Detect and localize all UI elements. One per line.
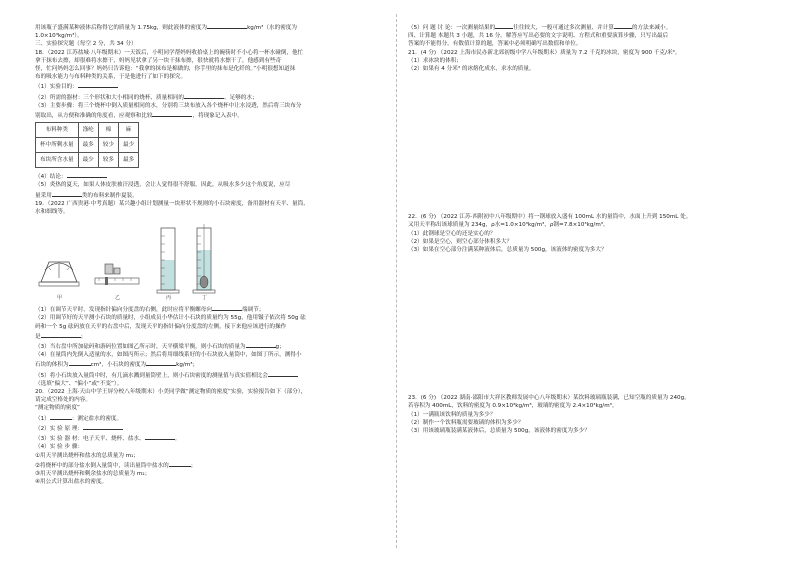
- question-22-line: （2）如果是空心，则空心部分体积多大？: [408, 238, 513, 245]
- question-19-line: [35, 370, 388, 380]
- question-20-line: [35, 423, 388, 433]
- text: （1）实验目的：: [35, 84, 78, 91]
- text: ，将现象记入表中。: [192, 113, 243, 120]
- question-19-line: 码和一个 5g 砝码放在天平的右盘中后，发现天平的指针偏向分度盘的左侧，接下来他应该进行的操作: [35, 323, 287, 330]
- answer-blank[interactable]: [212, 304, 242, 311]
- answer-blank[interactable]: [207, 22, 247, 29]
- figure-drawings: [35, 220, 235, 302]
- question-19-line: （2）用调节好的天平测小石块的质量时，小组成员小华估计小石块的质量约为 55g，他用镊子依次将 50g 砝: [35, 315, 306, 322]
- question-18-line: [35, 81, 388, 91]
- answer-blank[interactable]: [69, 359, 91, 366]
- text: 。: [174, 436, 181, 443]
- table-cell: 布块所含水量: [36, 153, 79, 168]
- text: 量采用: [35, 192, 52, 199]
- text: （5）将小石块放入量筒中时，有几滴水溅到量筒壁上，则小石块密度的测量值与真实值相比会: [35, 372, 268, 379]
- question-18-line: [35, 92, 388, 102]
- question-19-line: [35, 359, 388, 369]
- question-21-line: 21．(4 分) （2022 上海市民办新北郊初级中学八年级期末）质量为 7.2 千克的冰块，密度为 900 千克/米³。: [408, 49, 681, 56]
- question-20-line: （4）实 验 步 骤：: [35, 444, 84, 451]
- question-23-line: （3）用该玻璃瓶装满某液体后，总质量为 500g，该液体的密度为多少？: [408, 428, 590, 435]
- cloth-table: [35, 122, 139, 168]
- text-line: [35, 22, 388, 32]
- answer-blank[interactable]: [246, 341, 276, 348]
- text: 石块的体积为: [35, 362, 69, 369]
- section-heading: 四、计算题 本题共 3 小题，共 16 分。解答应写出必要的文字说明、方程式和重要演算步骤，只写出最后: [408, 33, 669, 40]
- answer-blank[interactable]: [145, 433, 175, 440]
- answer-blank[interactable]: [169, 460, 191, 467]
- question-20-line: [408, 22, 760, 32]
- table-row: [36, 138, 139, 153]
- question-20-line: [35, 433, 388, 443]
- right-column: [408, 22, 760, 435]
- text: kg/m³；: [176, 362, 199, 369]
- table-header-cell: 布料种类: [36, 123, 79, 138]
- table-cell: 最多: [118, 153, 138, 168]
- text: 类的布料来制作夏装。: [81, 192, 138, 199]
- question-23-line: 23．(6 分) （2022 湖南·邵阳市大祥区教师发展中心八年级期末）某饮料玻璃瓶装满，已知空瓶的质量为 240g，: [408, 395, 690, 402]
- question-22-line: 22．(6 分) （2022 江苏·西附初中八年级期中）将一钢球放入盛有 100mL 水的量筒中，水面上升到 150mL 处。: [408, 214, 692, 221]
- cylinder-water-figure: [157, 228, 179, 293]
- text: ；: [190, 462, 197, 469]
- answer-blank[interactable]: [52, 190, 82, 197]
- question-18-line: （5）炎热的夏天，如果人体皮肤被汗浸透，会让人觉得很不舒服，因此，从吸水多少这个角度说，应尽: [35, 182, 291, 189]
- table-header-row: [36, 123, 139, 138]
- table-header-cell: 涤纶: [78, 123, 98, 138]
- question-18-line: 18．（2022 江苏盐城·八年级期末）一天饭后，小明同学帮妈妈收拾桌上的碗筷时不小心将一杯水碰倒，他忙: [35, 49, 304, 56]
- text: ；: [80, 333, 87, 340]
- question-19-line: [35, 331, 388, 341]
- question-18-line: 怪，忙问妈妈怎么回事？妈妈只告诉他：“我拿的抹布是棉做的，你手里的抹布是化纤的。”小明很想知道抹: [35, 66, 296, 73]
- table-header-cell: 麻: [118, 123, 138, 138]
- figure-label: 丁: [202, 295, 208, 302]
- text: （4）结论：: [35, 174, 67, 181]
- question-19-line: （4）在量筒内先倒入适量的水，如图丙所示；然后将用细线系好的小石块放入量筒中，如图丁所示，测得小: [35, 352, 302, 359]
- answer-blank[interactable]: [184, 92, 224, 99]
- text: 、足够的水；: [224, 94, 258, 101]
- question-20-line: [35, 413, 388, 423]
- text: （3）实 验 器 材：电子天平、烧杯、盐水、: [35, 436, 145, 443]
- answer-blank[interactable]: [268, 370, 298, 377]
- text: （2）所需的器材：三个形状和大小相同的烧杯、质量相同的: [35, 94, 184, 101]
- question-20-line: ③用天平测出烧杯和剩余盐水的总质量为 m₂；: [35, 470, 151, 477]
- question-18-line: [35, 171, 388, 181]
- section-heading: 三、实验探究题（每空 2 分，共 34 分）: [35, 41, 137, 48]
- answer-blank[interactable]: [67, 171, 107, 178]
- text: （3）当右盘中所加砝码和游码位置如图乙所示时，天平横梁平衡，则小石块的质量为: [35, 344, 246, 351]
- table-cell: 较少: [98, 138, 118, 153]
- text: （5）问 题 讨 论：一次测量结果的: [408, 25, 496, 31]
- question-18-line: [35, 110, 388, 120]
- question-19-line: 19．（2022 广西贵港·中考真题）某兴趣小组计划测量一块形状不规则的小石块密度，备用器材有天平、量筒、: [35, 200, 309, 207]
- fold-line: [396, 14, 397, 548]
- answer-blank[interactable]: [83, 423, 123, 430]
- text: 的方法来减小。: [631, 25, 672, 31]
- text-line: 1.0×10³kg/m³）。: [35, 33, 83, 40]
- text: g；: [275, 344, 285, 351]
- text: 别取出，从方便和准确的角度看，应观察和比较: [35, 113, 153, 120]
- left-column: [35, 22, 388, 486]
- figure-label: 丙: [166, 295, 172, 302]
- text: 端调节；: [241, 307, 265, 314]
- cylinder-stone-figure: [193, 224, 215, 293]
- answer-blank[interactable]: [495, 22, 513, 29]
- answer-blank[interactable]: [50, 413, 72, 420]
- table-row: [36, 153, 139, 168]
- text: 用该瓶子盛满某种液体后称得它的质量为 1.75kg，则此液体的密度为: [35, 25, 208, 31]
- question-19-line: （选填“偏大”、“偏小”或“不变”）。: [35, 380, 123, 387]
- figure-label: 乙: [115, 295, 121, 302]
- question-20-line: 20．（2022 上海·天山中学王屏分校八年级期末）小美同学做“测定物质的密度”实验，实验报告如下（部分），: [35, 389, 307, 396]
- text: ：测定盐水的密度。: [71, 415, 123, 422]
- answer-blank[interactable]: [78, 81, 118, 88]
- section-heading: 答案的不能得分，有数值计算的题，答案中必须明确写出数值和单位。: [408, 41, 582, 48]
- question-22-line: 又用天平称出该球质量为 234g，ρ水=1.0×10³kg/m³，ρ钢=7.8×10³kg/m³。: [408, 222, 609, 229]
- question-22-line: （1）此钢球是空心的还是实心的？: [408, 230, 496, 237]
- question-18-line: （3）主要步骤：将三个烧杯中倒入质量相同的水，分别将三块布放入各个烧杯中让水浸透，然后将三块布分: [35, 102, 302, 109]
- answer-blank[interactable]: [614, 22, 632, 29]
- question-19-line: [35, 341, 388, 351]
- question-18-line: 拿干抹布去擦，却很难将水擦干，妈妈见状拿了另一块干抹布擦，很快就将水擦干了，他感到有些奇: [35, 57, 282, 64]
- answer-blank[interactable]: [152, 110, 192, 117]
- table-cell: 杯中所剩水量: [36, 138, 79, 153]
- question-20-line: [35, 460, 388, 470]
- experiment-figures: [35, 220, 388, 302]
- text: kg/m³（水的密度为: [247, 25, 297, 31]
- answer-space[interactable]: [408, 143, 760, 213]
- table-cell: 最少: [78, 153, 98, 168]
- answer-blank[interactable]: [146, 359, 176, 366]
- question-20-line: “测定物质的密度”: [35, 405, 80, 412]
- text: 是: [35, 333, 41, 340]
- table-header-cell: 棉: [98, 123, 118, 138]
- question-18-line: [35, 190, 388, 200]
- question-23-line: （1）一满瓶该饮料的质量为多少？: [408, 411, 496, 418]
- question-23-line: 若容积为 400mL，饮料的密度为 0.9×10³kg/m³，玻璃的密度为 2.4×10³kg/m³。: [408, 403, 618, 410]
- balance-dial-figure: [39, 262, 79, 286]
- text: （1）: [35, 415, 50, 422]
- question-18-line: 布的吸水能力与布料种类的关系，于是他进行了如下的探究。: [35, 74, 187, 81]
- weights-figure: [95, 264, 139, 285]
- answer-blank[interactable]: [41, 331, 81, 338]
- question-20-line: ①用天平测出烧杯和盐水的总质量为 m₁；: [35, 452, 139, 459]
- answer-space[interactable]: [408, 324, 760, 394]
- table-cell: 较多: [98, 153, 118, 168]
- answer-space[interactable]: [408, 73, 760, 143]
- text: （2）实 验 原 理：: [35, 425, 84, 432]
- figure-label: 甲: [57, 295, 63, 302]
- text: cm³，小石块的密度为: [90, 362, 147, 369]
- table-cell: 最多: [78, 138, 98, 153]
- question-19-line: 水和细线等。: [35, 209, 69, 216]
- question-22-line: （3）如果在空心部分注满某种液体后，总质量为 500g，该液体的密度为多大？: [408, 247, 607, 254]
- question-21-line: （2）如果有 4 分米³ 的冰熔化成水，求水的质量。: [408, 66, 535, 73]
- question-20-line: 请完成空格处的内容。: [35, 397, 91, 404]
- question-23-line: （2）制作一个饮料瓶需要玻璃的体积为多少？: [408, 419, 524, 426]
- answer-space[interactable]: [408, 254, 760, 324]
- question-20-line: ④用公式计算出盐水的密度。: [35, 479, 108, 486]
- question-21-line: （1）求冰块的体积；: [408, 57, 462, 64]
- text: 往往较大，一般可通过多次测量、并计算: [513, 25, 614, 31]
- table-cell: 最少: [118, 138, 138, 153]
- text: （1）在调节天平时，发现指针偏向分度盘的右侧，此时应将平衡螺母向: [35, 307, 212, 314]
- question-19-line: [35, 304, 388, 314]
- text: ②将烧杯中的部分盐水倒入量筒中，读出量筒中盐水的: [35, 462, 169, 469]
